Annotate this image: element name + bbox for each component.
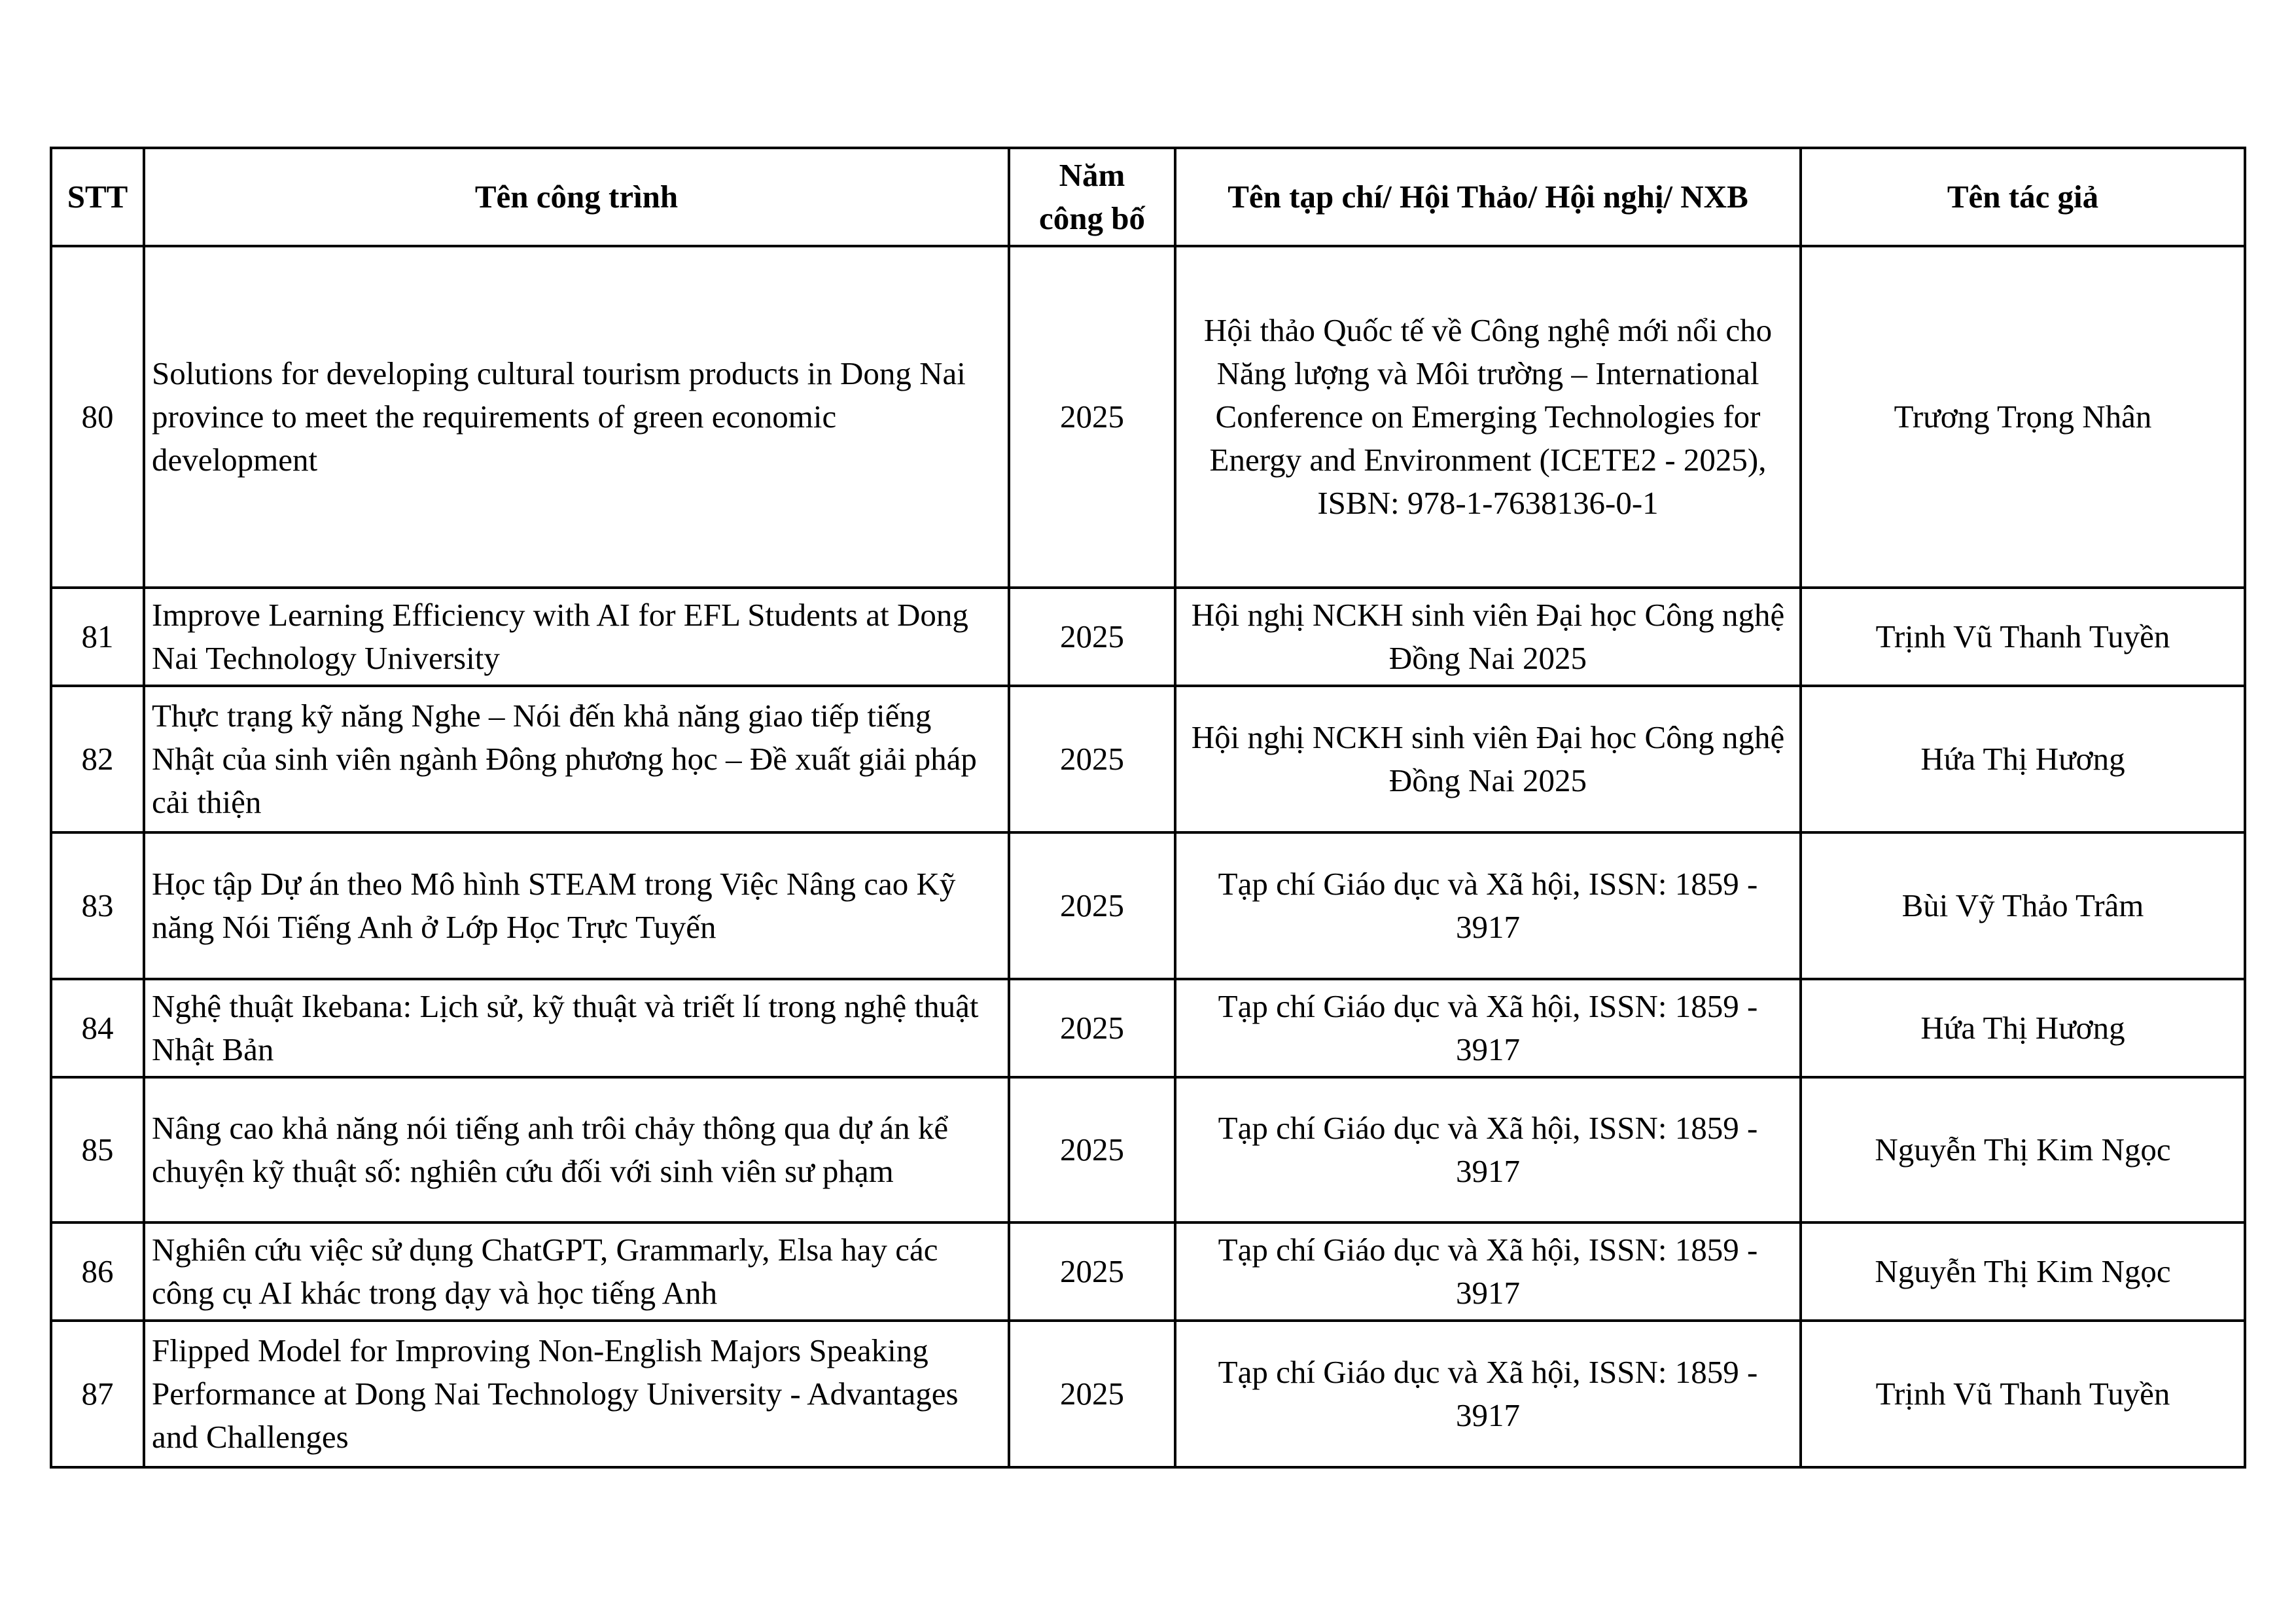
row-stt: 84	[51, 979, 144, 1077]
table-row	[51, 1222, 2245, 1321]
header-row	[51, 148, 2245, 246]
row-year: 2025	[1009, 832, 1175, 979]
table-row	[51, 1321, 2245, 1467]
row-stt: 82	[51, 686, 144, 832]
row-stt: 86	[51, 1222, 144, 1321]
row-title: Solutions for developing cultural tourism products in Dong Nai province to meet the requirements of green economic development	[144, 246, 1009, 588]
row-author: Bùi Vỹ Thảo Trâm	[1801, 832, 2245, 979]
row-title: Flipped Model for Improving Non-English Majors Speaking Performance at Dong Nai Technology University - Advantages and Challenges	[144, 1321, 1009, 1467]
row-venue: Hội thảo Quốc tế về Công nghệ mới nổi cho Năng lượng và Môi trường – International Conference on Emerging Technologies for Energy and Environment (ICETE2 - 2025), ISBN: 978-1-7638136-0-1	[1175, 246, 1801, 588]
table-row	[51, 1077, 2245, 1222]
row-year: 2025	[1009, 686, 1175, 832]
header-venue: Tên tạp chí/ Hội Thảo/ Hội nghị/ NXB	[1175, 148, 1801, 246]
row-venue: Tạp chí Giáo dục và Xã hội, ISSN: 1859 - 3917	[1175, 832, 1801, 979]
header-stt: STT	[51, 148, 144, 246]
row-title: Thực trạng kỹ năng Nghe – Nói đến khả năng giao tiếp tiếng Nhật của sinh viên ngành Đông phương học – Đề xuất giải pháp cải thiện	[144, 686, 1009, 832]
row-author: Trịnh Vũ Thanh Tuyền	[1801, 588, 2245, 686]
row-title: Học tập Dự án theo Mô hình STEAM trong Việc Nâng cao Kỹ năng Nói Tiếng Anh ở Lớp Học Trực Tuyến	[144, 832, 1009, 979]
row-author: Nguyễn Thị Kim Ngọc	[1801, 1222, 2245, 1321]
header-author: Tên tác giả	[1801, 148, 2245, 246]
row-author: Hứa Thị Hương	[1801, 686, 2245, 832]
row-year: 2025	[1009, 246, 1175, 588]
row-title: Nâng cao khả năng nói tiếng anh trôi chảy thông qua dự án kể chuyện kỹ thuật số: nghiên cứu đối với sinh viên sư phạm	[144, 1077, 1009, 1222]
row-author: Nguyễn Thị Kim Ngọc	[1801, 1077, 2245, 1222]
table-row	[51, 979, 2245, 1077]
row-year: 2025	[1009, 1222, 1175, 1321]
table-row	[51, 832, 2245, 979]
row-stt: 80	[51, 246, 144, 588]
row-venue: Hội nghị NCKH sinh viên Đại học Công nghệ Đồng Nai 2025	[1175, 686, 1801, 832]
row-year: 2025	[1009, 1077, 1175, 1222]
row-venue: Tạp chí Giáo dục và Xã hội, ISSN: 1859 - 3917	[1175, 1222, 1801, 1321]
row-venue: Tạp chí Giáo dục và Xã hội, ISSN: 1859 - 3917	[1175, 979, 1801, 1077]
row-title: Improve Learning Efficiency with AI for EFL Students at Dong Nai Technology University	[144, 588, 1009, 686]
table-row	[51, 246, 2245, 588]
row-year: 2025	[1009, 979, 1175, 1077]
row-stt: 85	[51, 1077, 144, 1222]
row-stt: 87	[51, 1321, 144, 1467]
row-year: 2025	[1009, 588, 1175, 686]
row-venue: Tạp chí Giáo dục và Xã hội, ISSN: 1859 - 3917	[1175, 1077, 1801, 1222]
header-title: Tên công trình	[144, 148, 1009, 246]
row-title: Nghiên cứu việc sử dụng ChatGPT, Grammarly, Elsa hay các công cụ AI khác trong dạy và học tiếng Anh	[144, 1222, 1009, 1321]
table-row	[51, 588, 2245, 686]
row-stt: 83	[51, 832, 144, 979]
row-year: 2025	[1009, 1321, 1175, 1467]
table-row	[51, 686, 2245, 832]
row-author: Hứa Thị Hương	[1801, 979, 2245, 1077]
header-year: Năm công bố	[1009, 148, 1175, 246]
publications-table	[50, 147, 2246, 1469]
row-venue: Tạp chí Giáo dục và Xã hội, ISSN: 1859 - 3917	[1175, 1321, 1801, 1467]
row-title: Nghệ thuật Ikebana: Lịch sử, kỹ thuật và triết lí trong nghệ thuật Nhật Bản	[144, 979, 1009, 1077]
row-venue: Hội nghị NCKH sinh viên Đại học Công nghệ Đồng Nai 2025	[1175, 588, 1801, 686]
row-stt: 81	[51, 588, 144, 686]
row-author: Trương Trọng Nhân	[1801, 246, 2245, 588]
row-author: Trịnh Vũ Thanh Tuyền	[1801, 1321, 2245, 1467]
